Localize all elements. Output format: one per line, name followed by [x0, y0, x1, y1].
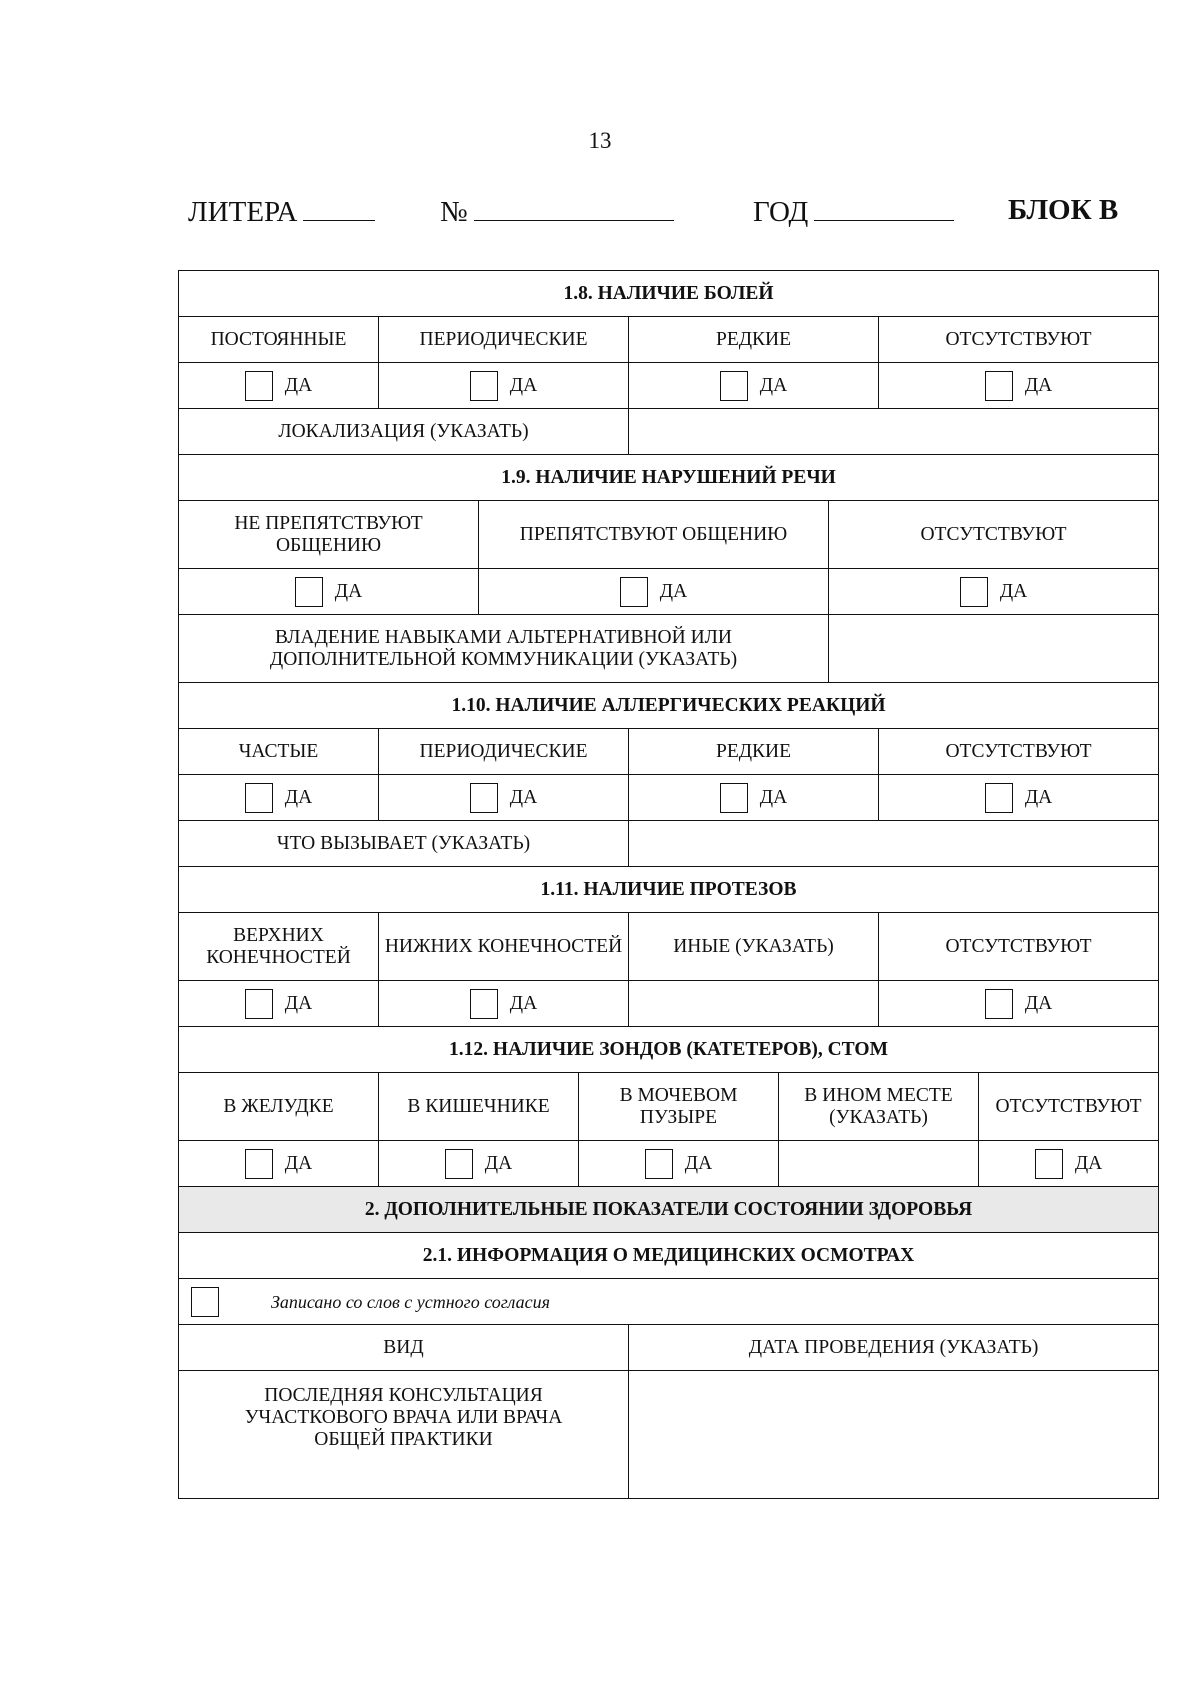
checkbox-cell	[179, 363, 379, 409]
yes-label: ДА	[484, 1152, 513, 1174]
cause-field[interactable]	[629, 821, 1159, 867]
other-prosthesis-field[interactable]	[629, 981, 879, 1027]
number-field[interactable]	[474, 194, 674, 221]
yes-label: ДА	[759, 786, 788, 808]
section-title: 1.11. НАЛИЧИЕ ПРОТЕЗОВ	[179, 867, 1159, 913]
column-header: ПЕРИОДИЧЕСКИЕ	[379, 729, 629, 775]
section-1-8-header-row	[179, 317, 1159, 363]
checkbox-cell	[579, 1141, 779, 1187]
section-1-8-checkbox-row	[179, 363, 1159, 409]
section-1-9-communication-row	[179, 615, 1159, 683]
last-consultation-label: ПОСЛЕДНЯЯ КОНСУЛЬТАЦИЯ УЧАСТКОВОГО ВРАЧА ИЛИ ВРАЧА ОБЩЕЙ ПРАКТИКИ	[179, 1371, 629, 1499]
checkbox[interactable]	[295, 577, 323, 607]
section-1-8-title-row	[179, 271, 1159, 317]
column-header: ПРЕПЯТСТВУЮТ ОБЩЕНИЮ	[479, 501, 829, 569]
yes-label: ДА	[1024, 374, 1053, 396]
checkbox-cell	[379, 1141, 579, 1187]
section-1-9-header-row	[179, 501, 1159, 569]
yes-label: ДА	[1024, 786, 1053, 808]
block-label: БЛОК В	[1008, 194, 1119, 226]
checkbox[interactable]	[720, 371, 748, 401]
checkbox[interactable]	[245, 1149, 273, 1179]
section-1-11-title-row	[179, 867, 1159, 913]
section-2-1-header-row	[179, 1325, 1159, 1371]
yes-label: ДА	[659, 580, 688, 602]
yes-label: ДА	[284, 786, 313, 808]
section-1-9-title-row	[179, 455, 1159, 501]
page-number: 13	[588, 128, 612, 153]
checkbox[interactable]	[645, 1149, 673, 1179]
cause-label: ЧТО ВЫЗЫВАЕТ (УКАЗАТЬ)	[179, 821, 629, 867]
column-header: РЕДКИЕ	[629, 729, 879, 775]
column-header: ОТСУТСТВУЮТ	[879, 317, 1159, 363]
checkbox[interactable]	[985, 989, 1013, 1019]
section-1-12-title-row	[179, 1027, 1159, 1073]
section-1-11-checkbox-row	[179, 981, 1159, 1027]
checkbox-cell	[879, 363, 1159, 409]
number-label: №	[440, 196, 468, 228]
checkbox[interactable]	[245, 371, 273, 401]
column-header: ОТСУТСТВУЮТ	[879, 913, 1159, 981]
communication-field[interactable]	[829, 615, 1159, 683]
column-header: ВЕРХНИХ КОНЕЧНОСТЕЙ	[179, 913, 379, 981]
communication-label: ВЛАДЕНИЕ НАВЫКАМИ АЛЬТЕРНАТИВНОЙ ИЛИ ДОПОЛНИТЕЛЬНОЙ КОММУНИКАЦИИ (УКАЗАТЬ)	[179, 615, 829, 683]
section-2-title-row	[179, 1187, 1159, 1233]
column-header: НИЖНИХ КОНЕЧНОСТЕЙ	[379, 913, 629, 981]
checkbox-cell	[179, 981, 379, 1027]
litera-label: ЛИТЕРА	[188, 196, 298, 228]
section-1-9-checkbox-row	[179, 569, 1159, 615]
section-1-11-header-row	[179, 913, 1159, 981]
litera-header	[188, 194, 375, 229]
consultation-date-field[interactable]	[629, 1371, 1159, 1499]
section-1-8-localization-row	[179, 409, 1159, 455]
yes-label: ДА	[509, 374, 538, 396]
checkbox-cell	[179, 569, 479, 615]
checkbox[interactable]	[470, 989, 498, 1019]
column-header: В ЖЕЛУДКЕ	[179, 1073, 379, 1141]
column-header: ДАТА ПРОВЕДЕНИЯ (УКАЗАТЬ)	[629, 1325, 1159, 1371]
localization-label: ЛОКАЛИЗАЦИЯ (УКАЗАТЬ)	[179, 409, 629, 455]
yes-label: ДА	[759, 374, 788, 396]
checkbox-cell	[979, 1141, 1159, 1187]
checkbox-cell	[879, 981, 1159, 1027]
checkbox[interactable]	[1035, 1149, 1063, 1179]
consent-note: Записано со слов с устного согласия	[271, 1291, 550, 1312]
checkbox-cell	[479, 569, 829, 615]
yes-label: ДА	[1024, 992, 1053, 1014]
yes-label: ДА	[284, 1152, 313, 1174]
year-label: ГОД	[753, 196, 809, 228]
checkbox[interactable]	[470, 783, 498, 813]
column-header: ПОСТОЯННЫЕ	[179, 317, 379, 363]
yes-label: ДА	[509, 786, 538, 808]
section-title: 1.8. НАЛИЧИЕ БОЛЕЙ	[179, 271, 1159, 317]
section-title: 1.10. НАЛИЧИЕ АЛЛЕРГИЧЕСКИХ РЕАКЦИЙ	[179, 683, 1159, 729]
yes-label: ДА	[334, 580, 363, 602]
section-1-12-checkbox-row	[179, 1141, 1159, 1187]
section-2-1-consultation-row	[179, 1371, 1159, 1499]
checkbox-cell	[379, 981, 629, 1027]
column-header: ИНЫЕ (УКАЗАТЬ)	[629, 913, 879, 981]
checkbox-cell	[379, 363, 629, 409]
section-1-10-cause-row	[179, 821, 1159, 867]
column-header: НЕ ПРЕПЯТСТВУЮТ ОБЩЕНИЮ	[179, 501, 479, 569]
checkbox[interactable]	[985, 783, 1013, 813]
column-header: В МОЧЕВОМ ПУЗЫРЕ	[579, 1073, 779, 1141]
yes-label: ДА	[684, 1152, 713, 1174]
section-1-10-header-row	[179, 729, 1159, 775]
section-2-1-title-row	[179, 1233, 1159, 1279]
litera-field[interactable]	[303, 194, 375, 221]
column-header: ОТСУТСТВУЮТ	[979, 1073, 1159, 1141]
yes-label: ДА	[284, 374, 313, 396]
column-header: ВИД	[179, 1325, 629, 1371]
column-header: РЕДКИЕ	[629, 317, 879, 363]
checkbox[interactable]	[245, 783, 273, 813]
column-header: В КИШЕЧНИКЕ	[379, 1073, 579, 1141]
section-title: 1.12. НАЛИЧИЕ ЗОНДОВ (КАТЕТЕРОВ), СТОМ	[179, 1027, 1159, 1073]
year-header	[753, 194, 954, 229]
section-1-10-checkbox-row	[179, 775, 1159, 821]
section-1-10-title-row	[179, 683, 1159, 729]
checkbox-cell	[379, 775, 629, 821]
consent-checkbox[interactable]	[191, 1287, 219, 1317]
checkbox-cell	[829, 569, 1159, 615]
section-2-1-consent-row	[179, 1279, 1159, 1325]
year-field[interactable]	[814, 194, 954, 221]
section-1-12-header-row	[179, 1073, 1159, 1141]
column-header: ОТСУТСТВУЮТ	[829, 501, 1159, 569]
yes-label: ДА	[509, 992, 538, 1014]
checkbox[interactable]	[960, 577, 988, 607]
checkbox[interactable]	[470, 371, 498, 401]
checkbox[interactable]	[620, 577, 648, 607]
column-header: ЧАСТЫЕ	[179, 729, 379, 775]
column-header: ПЕРИОДИЧЕСКИЕ	[379, 317, 629, 363]
localization-field[interactable]	[629, 409, 1159, 455]
checkbox[interactable]	[985, 371, 1013, 401]
health-form-table	[178, 270, 1159, 1499]
section-title: 2.1. ИНФОРМАЦИЯ О МЕДИЦИНСКИХ ОСМОТРАХ	[179, 1233, 1159, 1279]
column-header: В ИНОМ МЕСТЕ (УКАЗАТЬ)	[779, 1073, 979, 1141]
yes-label: ДА	[1074, 1152, 1103, 1174]
other-location-field[interactable]	[779, 1141, 979, 1187]
checkbox[interactable]	[720, 783, 748, 813]
column-header: ОТСУТСТВУЮТ	[879, 729, 1159, 775]
number-header	[440, 194, 674, 229]
checkbox-cell	[879, 775, 1159, 821]
consent-cell	[179, 1279, 1159, 1325]
checkbox-cell	[629, 363, 879, 409]
checkbox-cell	[179, 1141, 379, 1187]
checkbox-cell	[629, 775, 879, 821]
yes-label: ДА	[284, 992, 313, 1014]
checkbox-cell	[179, 775, 379, 821]
yes-label: ДА	[999, 580, 1028, 602]
section-title: 2. ДОПОЛНИТЕЛЬНЫЕ ПОКАЗАТЕЛИ СОСТОЯНИИ ЗДОРОВЬЯ	[179, 1187, 1159, 1233]
checkbox[interactable]	[445, 1149, 473, 1179]
checkbox[interactable]	[245, 989, 273, 1019]
section-title: 1.9. НАЛИЧИЕ НАРУШЕНИЙ РЕЧИ	[179, 455, 1159, 501]
